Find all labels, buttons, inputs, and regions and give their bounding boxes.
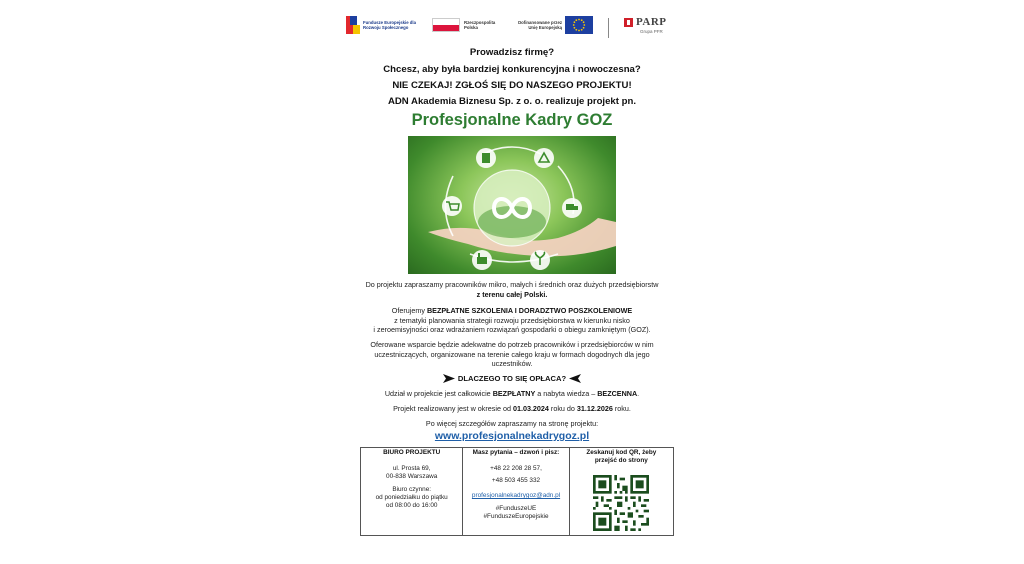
participation-c: a nabyta wiedza –	[535, 389, 598, 398]
hours-line-1: od poniedziałku do piątku	[375, 494, 448, 502]
why-heading	[340, 374, 684, 383]
address-line-2: 00-838 Warszawa	[386, 472, 438, 480]
fe-mark-icon	[346, 16, 360, 34]
intro-text: Do projektu zapraszamy pracowników mikro, małych i średnich oraz dużych przedsiębiorstw	[365, 280, 659, 289]
participation-priceless: BEZCENNA	[597, 389, 638, 398]
headline-line-1: Prowadzisz firmę?	[469, 47, 555, 58]
qr-header-line-2: przejść do strony	[594, 456, 648, 464]
period-c: roku do	[548, 404, 577, 413]
pl-logo-text: Rzeczpospolita Polska	[464, 20, 496, 30]
offer-line-3: i zeroemisyjności oraz wdrażaniem rozwiązań gospodarki o obiegu zamkniętym (GOZ).	[373, 325, 651, 335]
contact-table	[360, 447, 674, 536]
participation-e: .	[637, 389, 640, 398]
period-a: Projekt realizowany jest w okresie od	[393, 404, 513, 413]
qr-header-line-1: Zeskanuj kod QR, żeby	[586, 449, 657, 456]
office-header: BIURO PROJEKTU	[383, 449, 441, 456]
headline-line-4: ADN Akademia Biznesu Sp. z o. o. realizuje projekt pn.	[387, 96, 637, 107]
offer-paragraph	[340, 306, 684, 335]
project-website-link[interactable]: www.profesjonalnekadrygoz.pl	[434, 430, 590, 442]
why-text: DLACZEGO TO SIĘ OPŁACA?	[457, 374, 567, 383]
hero-image	[408, 136, 616, 274]
offer-line-2: z tematyki planowania strategii rozwoju przedsiębiorstwa w kierunku nisko	[394, 315, 630, 325]
parp-logo	[624, 16, 667, 34]
recycle-icon	[534, 148, 554, 168]
qr-column	[570, 448, 673, 535]
participation-a: Udział w projekcie jest całkowicie	[384, 389, 493, 398]
period-paragraph	[340, 404, 684, 414]
cart-icon	[442, 196, 462, 216]
pl-logo	[432, 18, 498, 32]
participation-free: BEZPŁATNY	[492, 389, 536, 398]
period-start: 01.03.2024	[512, 404, 549, 413]
recycle-bin-icon	[476, 148, 496, 168]
phone-1[interactable]: +48 22 208 28 57,	[490, 464, 542, 472]
hours-label: Biuro czynne:	[392, 486, 432, 494]
support-line-2: uczestniczących, organizowane na terenie całego kraju w formach dogodnych dla jego	[374, 349, 650, 359]
headline-line-2: Chcesz, aby była bardziej konkurencyjna i nowoczesna?	[383, 64, 641, 75]
logo-divider	[608, 18, 609, 38]
contact-header: Masz pytania – dzwoń i pisz:	[472, 449, 560, 456]
eu-flag-icon	[565, 16, 593, 34]
phone-2[interactable]: +48 503 455 332	[491, 476, 541, 484]
support-line-3: uczestników.	[491, 359, 533, 369]
pl-flag-icon	[432, 18, 460, 32]
headline-line-3: NIE CZEKAJ! ZGŁOŚ SIĘ DO NASZEGO PROJEKTU!	[392, 80, 632, 91]
truck-icon	[562, 198, 582, 218]
contact-column	[463, 448, 569, 535]
parp-logo-text: PARP	[636, 16, 667, 28]
support-paragraph	[340, 340, 684, 369]
arrow-right-icon	[443, 374, 455, 383]
project-title: Profesjonalne Kadry GOZ	[411, 111, 613, 129]
eu-logo-text: Dofinansowane przez Unię Europejską	[518, 20, 562, 30]
arrow-left-icon	[569, 374, 581, 383]
intro-paragraph	[340, 280, 684, 299]
hashtag-2: #FunduszeEuropejskie	[483, 512, 549, 520]
offer-prefix: Oferujemy	[391, 306, 427, 315]
parp-mark-icon	[624, 18, 633, 27]
fe-logo-text: Fundusze Europejskie dla Rozwoju Społecznego	[363, 20, 417, 30]
participation-paragraph	[340, 389, 684, 399]
qr-code-icon[interactable]	[593, 475, 649, 531]
hours-line-2: od 08:00 do 16:00	[385, 501, 438, 509]
flyer	[340, 8, 684, 560]
office-column	[361, 448, 463, 535]
period-end: 31.12.2026	[576, 404, 613, 413]
hashtag-1: #FunduszeUE	[495, 505, 537, 513]
offer-bold: BEZPŁATNE SZKOLENIA I DORADZTWO POSZKOLENIOWE	[426, 306, 633, 315]
eu-logo	[508, 16, 593, 34]
logo-bar	[340, 14, 684, 46]
period-e: roku.	[612, 404, 631, 413]
intro-bold: z terenu całej Polski.	[476, 289, 548, 299]
address-line-1: ul. Prosta 69,	[392, 464, 431, 472]
factory-icon	[472, 250, 492, 270]
more-info-text: Po więcej szczegółów zapraszamy na stronę projektu:	[425, 419, 599, 428]
support-line-1: Oferowane wsparcie będzie adekwatne do potrzeb pracowników i przedsiębiorców w nim	[370, 340, 654, 349]
parp-logo-subtext: Grupa PFR	[640, 29, 663, 34]
fe-logo	[346, 16, 425, 34]
email-link[interactable]: profesjonalnekadrygoz@adn.pl	[471, 492, 561, 500]
sprout-icon	[530, 250, 550, 270]
